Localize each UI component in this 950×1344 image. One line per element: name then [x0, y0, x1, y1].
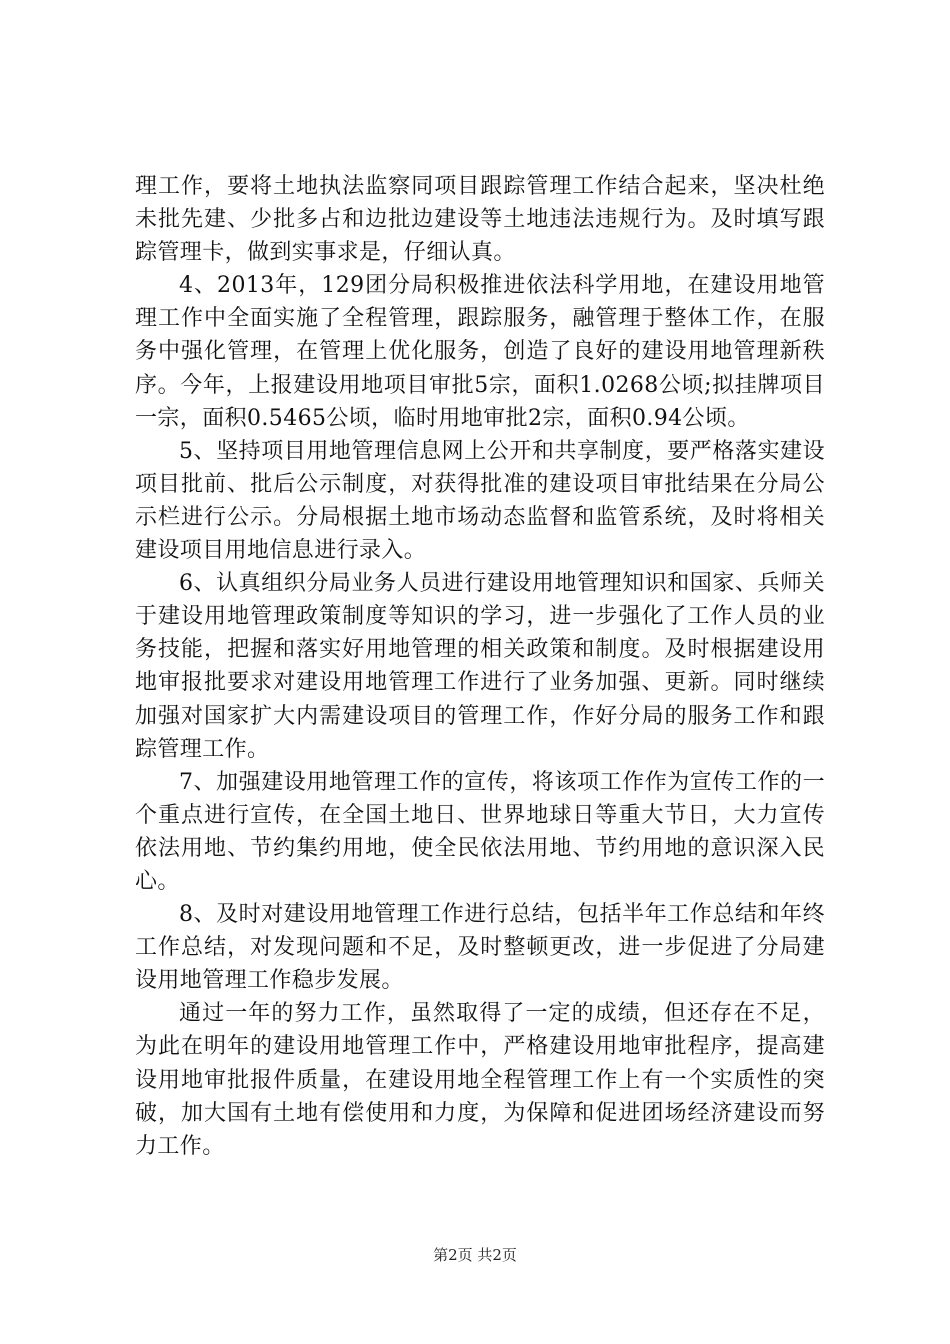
paragraph-item-6: 6、认真组织分局业务人员进行建设用地管理知识和国家、兵师关于建设用地管理政策制度等知识的学习，进一步强化了工作人员的业务技能，把握和落实好用地管理的相关政策和制度。及时根据建设用地审报批要求对建设用地管理工作进行了业务加强、更新。同时继续加强对国家扩大内需建设项目的管理工作，作好分局的服务工作和跟踪管理工作。	[135, 571, 825, 762]
document-body	[135, 170, 825, 1163]
paragraph-conclusion: 通过一年的努力工作，虽然取得了一定的成绩，但还存在不足，为此在明年的建设用地管理工作中，严格建设用地审批程序，提高建设用地审批报件质量，在建设用地全程管理工作上有一个实质性的突破，加大国有土地有偿使用和力度，为保障和促进团场经济建设而努力工作。	[135, 1001, 825, 1159]
page-number-footer: 第2页 共2页	[433, 1246, 517, 1264]
paragraph-item-4: 4、2013年，129团分局积极推进依法科学用地，在建设用地管理工作中全面实施了全程管理，跟踪服务，融管理于整体工作，在服务中强化管理，在管理上优化服务，创造了良好的建设用地管理新秩序。今年，上报建设用地项目审批5宗，面积1.0268公顷;拟挂牌项目一宗，面积0.5465公顷，临时用地审批2宗，面积0.94公顷。	[135, 273, 825, 431]
paragraph-continuation: 理工作，要将土地执法监察同项目跟踪管理工作结合起来，坚决杜绝未批先建、少批多占和边批边建设等土地违法违规行为。及时填写跟踪管理卡，做到实事求是，仔细认真。	[135, 174, 825, 266]
paragraph-item-8: 8、及时对建设用地管理工作进行总结，包括半年工作总结和年终工作总结，对发现问题和不足，及时整顿更改，进一步促进了分局建设用地管理工作稳步发展。	[135, 902, 825, 994]
paragraph-item-7: 7、加强建设用地管理工作的宣传，将该项工作作为宣传工作的一个重点进行宣传，在全国土地日、世界地球日等重大节日，大力宣传依法用地、节约集约用地，使全民依法用地、节约用地的意识深入民心。	[135, 769, 825, 894]
paragraph-item-5: 5、坚持项目用地管理信息网上公开和共享制度，要严格落实建设项目批前、批后公示制度，对获得批准的建设项目审批结果在分局公示栏进行公示。分局根据土地市场动态监督和监管系统，及时将相关建设项目用地信息进行录入。	[135, 438, 825, 564]
